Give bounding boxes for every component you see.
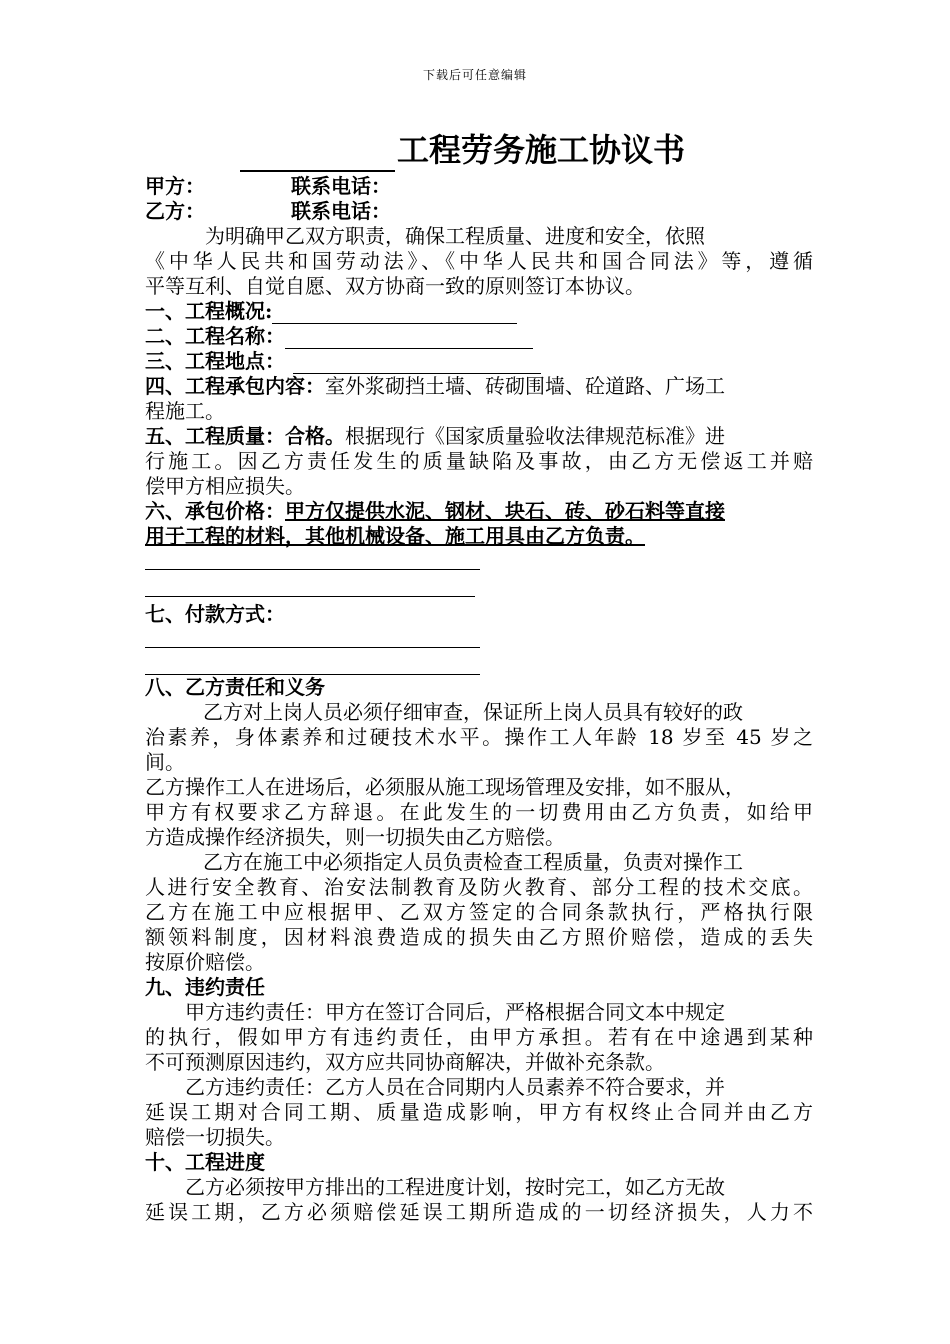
section-7-label: 七、付款方式： bbox=[145, 602, 285, 626]
section-8-p1-line-3: 间。 bbox=[145, 750, 185, 774]
section-9-p1-line-3: 不可预测原因违约，双方应共同协商解决，并做补充条款。 bbox=[145, 1050, 665, 1074]
section-7-blank-line-1[interactable] bbox=[145, 627, 480, 648]
section-5 bbox=[145, 424, 813, 449]
section-4-text-1: 室外浆砌挡土墙、砖砌围墙、砼道路、广场工 bbox=[325, 374, 725, 398]
section-3-blank[interactable] bbox=[293, 353, 541, 374]
project-name-blank[interactable] bbox=[240, 134, 395, 172]
section-2 bbox=[145, 324, 813, 349]
section-5-text-3: 偿甲方相应损失。 bbox=[145, 474, 305, 498]
section-2-label: 二、工程名称： bbox=[145, 324, 285, 348]
section-6-blank-line-1[interactable] bbox=[145, 549, 480, 570]
section-9-p2-line-1: 乙方违约责任：乙方人员在合同期内人员素养不符合要求，并 bbox=[185, 1075, 725, 1099]
section-8-p2-line-2: 甲方有权要求乙方辞退。在此发生的一切费用由乙方负责，如给甲 bbox=[145, 800, 813, 824]
section-5-text-1: 根据现行《国家质量验收法律规范标准》进 bbox=[345, 424, 725, 448]
section-5-label: 五、工程质量：合格。 bbox=[145, 424, 345, 448]
section-6-text-1: 甲方仅提供水泥、钢材、块石、砖、砂石料等直接 bbox=[285, 499, 725, 523]
section-9-p1-line-2: 的执行，假如甲方有违约责任，由甲方承担。若有在中途遇到某种 bbox=[145, 1025, 813, 1049]
document-body bbox=[145, 174, 813, 1225]
party-a-label: 甲方： bbox=[145, 174, 205, 198]
section-8-p3-line-2: 人进行安全教育、治安法制教育及防火教育、部分工程的技术交底。 bbox=[145, 875, 813, 899]
section-8-p3-line-3: 乙方在施工中应根据甲、乙双方签定的合同条款执行，严格执行限 bbox=[145, 900, 813, 924]
section-9-p1-line-1: 甲方违约责任：甲方在签订合同后，严格根据合同文本中规定 bbox=[185, 1000, 725, 1024]
section-9-p2-line-3: 赔偿一切损失。 bbox=[145, 1125, 285, 1149]
section-1-label: 一、工程概况: bbox=[145, 299, 273, 323]
section-2-blank[interactable] bbox=[285, 328, 533, 349]
intro-line-2: 《中华人民共和国劳动法》、《中华人民共和国合同法》等，遵循 bbox=[145, 249, 813, 273]
section-8-p3-line-5: 按原价赔偿。 bbox=[145, 950, 265, 974]
section-8-label: 八、乙方责任和义务 bbox=[145, 675, 325, 699]
intro-line-1: 为明确甲乙双方职责，确保工程质量、进度和安全，依照 bbox=[205, 224, 705, 248]
party-a-row bbox=[145, 174, 813, 199]
section-7-blank-line-2[interactable] bbox=[145, 654, 480, 675]
section-8-p3-line-4: 额领料制度，因材料浪费造成的损失由乙方照价赔偿，造成的丢失 bbox=[145, 925, 813, 949]
section-6 bbox=[145, 499, 813, 524]
section-6-text-2: 用于工程的材料，其他机械设备、施工用具由乙方负责。 bbox=[145, 524, 645, 548]
section-10-p1-line-2: 延误工期，乙方必须赔偿延误工期所造成的一切经济损失，人力不 bbox=[145, 1200, 813, 1224]
page-header-note: 下载后可任意编辑 bbox=[422, 68, 527, 82]
section-1 bbox=[145, 299, 813, 324]
title-text: 工程劳务施工协议书 bbox=[397, 131, 686, 169]
party-a-phone-label: 联系电话： bbox=[291, 174, 391, 198]
party-b-label: 乙方： bbox=[145, 199, 205, 223]
section-8-p2-line-3: 方造成操作经济损失，则一切损失由乙方赔偿。 bbox=[145, 825, 565, 849]
section-6-label: 六、承包价格： bbox=[145, 499, 285, 523]
section-8-p2-line-1: 乙方操作工人在进场后，必须服从施工现场管理及安排，如不服从， bbox=[145, 775, 745, 799]
section-4 bbox=[145, 374, 813, 399]
section-8-p3-line-1: 乙方在施工中必须指定人员负责检查工程质量，负责对操作工 bbox=[203, 850, 743, 874]
section-10-label: 十、工程进度 bbox=[145, 1150, 265, 1174]
intro-line-3: 平等互利、自觉自愿、双方协商一致的原则签订本协议。 bbox=[145, 274, 645, 298]
section-1-blank[interactable] bbox=[272, 303, 517, 324]
section-8-p1-line-2: 治素养，身体素养和过硬技术水平。操作工人年龄 18 岁至 45 岁之 bbox=[145, 725, 813, 749]
section-8-p1-line-1: 乙方对上岗人员必须仔细审查，保证所上岗人员具有较好的政 bbox=[203, 700, 743, 724]
section-4-label: 四、工程承包内容： bbox=[145, 374, 325, 398]
party-b-phone-label: 联系电话： bbox=[291, 199, 391, 223]
section-6-blank-line-2[interactable] bbox=[145, 576, 475, 597]
party-b-row bbox=[145, 199, 813, 224]
section-9-label: 九、违约责任 bbox=[145, 975, 265, 999]
section-5-text-2: 行施工。因乙方责任发生的质量缺陷及事故，由乙方无偿返工并赔 bbox=[145, 449, 813, 473]
section-3-label: 三、工程地点： bbox=[145, 349, 285, 373]
document-title bbox=[240, 128, 840, 172]
section-10-p1-line-1: 乙方必须按甲方排出的工程进度计划，按时完工，如乙方无故 bbox=[185, 1175, 725, 1199]
section-4-text-2: 程施工。 bbox=[145, 399, 225, 423]
section-3 bbox=[145, 349, 813, 374]
section-9-p2-line-2: 延误工期对合同工期、质量造成影响，甲方有权终止合同并由乙方 bbox=[145, 1100, 813, 1124]
